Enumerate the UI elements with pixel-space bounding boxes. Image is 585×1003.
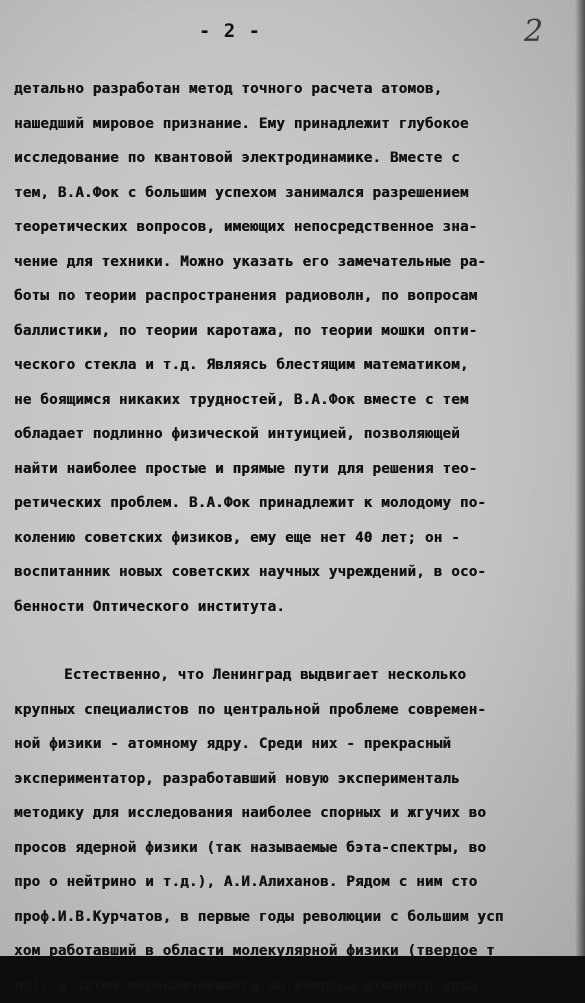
paragraph-gap	[14, 624, 579, 658]
text-line: ретических проблем. В.А.Фок принадлежит к молодому по-	[14, 486, 579, 521]
text-line: баллистики, по теории каротажа, по теории мошки опти-	[14, 314, 579, 349]
text-line: чение для техники. Можно указать его замечательные ра-	[14, 245, 579, 280]
paragraph-fock	[14, 72, 579, 624]
text-line: проф.И.В.Курчатов, в первые годы революции с большим усп	[14, 900, 579, 935]
page-edge-shadow	[575, 0, 585, 956]
text-line: нашедший мировое признание. Ему принадлежит глубокое	[14, 107, 579, 142]
text-line: найти наиболее простые и прямые пути для решения тео-	[14, 452, 579, 487]
handwritten-page-mark: 2	[524, 14, 543, 49]
text-line: экспериментатор, разработавший новую эксперименталь	[14, 762, 579, 797]
paragraph-nuclear-physics	[14, 658, 579, 1003]
text-line: тем, В.А.Фок с большим успехом занимался разрешением	[14, 176, 579, 211]
text-line: детально разработан метод точного расчета атомов,	[14, 72, 579, 107]
text-line: про о нейтрино и т.д.), А.И.Алиханов. Рядом с ним сто	[14, 865, 579, 900]
text-line: не боящимся никаких трудностей, В.А.Фок вместе с тем	[14, 383, 579, 418]
text-line: методику для исследования наиболее спорных и жгучих во	[14, 796, 579, 831]
text-line: боты по теории распространения радиоволн, по вопросам	[14, 279, 579, 314]
text-line: ной физики - атомному ядру. Среди них - прекрасный	[14, 727, 579, 762]
text-line: исследование по квантовой электродинамике. Вместе с	[14, 141, 579, 176]
text-line: ло), а затем переключившийся на вопросы атомного ядра.	[14, 969, 579, 1003]
text-line: обладает подлинно физической интуицией, позволяющей	[14, 417, 579, 452]
text-line: ческого стекла и т.д. Являясь блестящим математиком,	[14, 348, 579, 383]
text-line: теоретических вопросов, имеющих непосредственное зна-	[14, 210, 579, 245]
text-line: хом работавший в области молекулярной физики (твердое т	[14, 934, 579, 969]
text-line: бенности Оптического института.	[14, 590, 579, 625]
page-number: - 2 -	[0, 20, 460, 42]
text-line: воспитанник новых советских научных учреждений, в осо-	[14, 555, 579, 590]
body-text	[14, 72, 579, 1003]
text-line: просов ядерной физики (так называемые бэта-спектры, во	[14, 831, 579, 866]
text-line: крупных специалистов по центральной проблеме современ-	[14, 693, 579, 728]
text-line: Естественно, что Ленинград выдвигает несколько	[14, 658, 579, 693]
text-line: колению советских физиков, ему еще нет 40 лет; он -	[14, 521, 579, 556]
